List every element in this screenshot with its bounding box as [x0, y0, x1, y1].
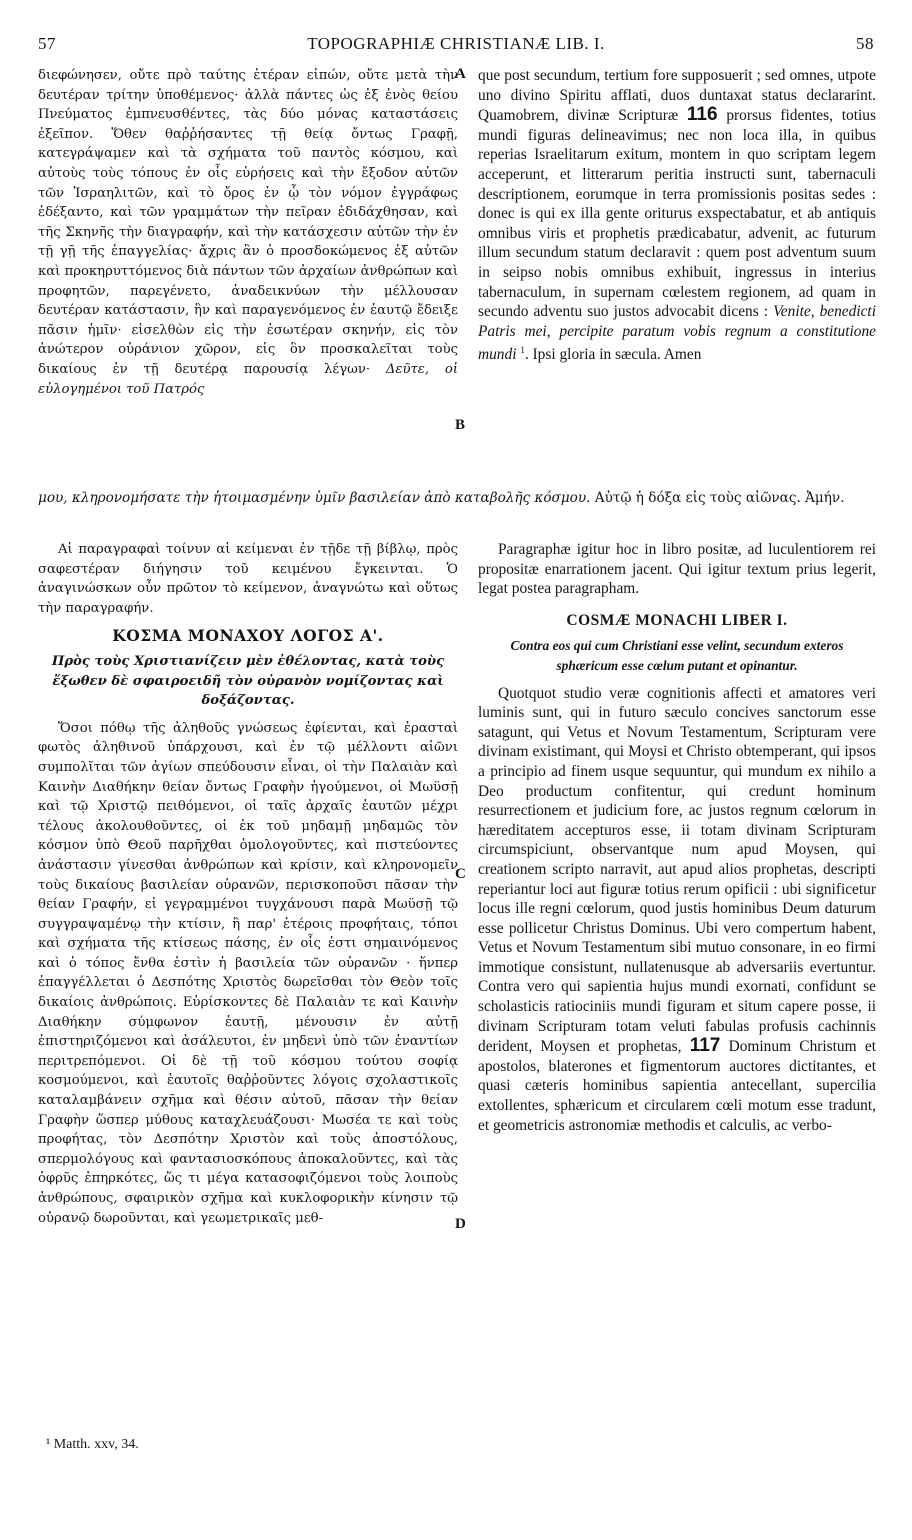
- greek-spanning-line: [38, 490, 876, 506]
- greek-heading: ΚΟΣΜΑ ΜΟΝΑΧΟΥ ΛΟΓΟΣ Α'.: [112, 626, 384, 646]
- running-header: [38, 34, 874, 60]
- column-number-117: 117: [689, 1035, 721, 1057]
- greek-paragraph-1: [38, 66, 458, 399]
- left-page-number: 57: [38, 34, 56, 53]
- greek-paragraph-1-italic: Δεῦτε, οἱ εὐλογημένοι τοῦ Πατρός: [38, 361, 458, 397]
- margin-letter-c: C: [455, 866, 466, 882]
- margin-letter-d: D: [455, 1216, 466, 1232]
- column-number-116: 116: [686, 104, 718, 126]
- latin-paragraph-3-text-a: Quotquot studio veræ cognitionis affecti et amatores veri luminis sunt, qui in futuro sæculo concives sanctorum esse satagunt, qui Vetus et Novum Testamentum, Scripturam vere divinam existimant, qui Moysi et Christo obtemperant, qui ipsos a principio ad finem usque sequuntur, qui mundum ex nihilo a Deo productum confitentur, qui credunt hominum resurrectionem et judicium fore, ac justos regnum cœlorum in hæreditatem accepturos esse, ii totam divinam Scripturam circumspiciunt, observantque num apud Moysen, qui creationem scripto narravit, aut apud alios prophetas, descripti reperiantur loci aut figuræ totius rerum opificii : ubi significetur locus ille regni cœlorum, quod justis hominibus Deum daturum esse pollicetur Christus Dominus. Ubi vero compertum habent, Vetus et Novum Testamentum sibi mutuo consonare, in eo firmi immotique consistunt, nullatenusque ab adversariis evertuntur. Contra vero qui sapientia hujus mundi exornati, confidunt se scholasticis ratiociniis mundi figuram et situm capere posse, ii divinam Scripturam totam veluti fabulas profusis cachinnis derident, Moysen et prophetas,: [478, 684, 876, 1056]
- margin-letter-b: B: [455, 417, 466, 433]
- greek-column-lower: [38, 540, 458, 1430]
- latin-paragraph-3-text-b: Dominum Christum et apostolos, blaterones et figmentorum auctores dictitantes, et quasi cæteris hominibus sapientia antecellant, supercilia extollentes, sphæricum et circularem cœli motum esse tradunt, et geometricis astronomiæ methodis et calculis, ac verbo-: [478, 1038, 876, 1134]
- footnote-ref-1: 1: [520, 345, 525, 356]
- greek-paragraph-2: Αἱ παραγραφαὶ τοίνυν αἱ κείμεναι ἐν τῇδε τῇ βίβλῳ, πρὸς σαφεστέραν διήγησιν τοῦ κειμένου ἔγκεινται. Ὁ ἀναγινώσκων οὖν πρῶτον τὸ κείμενον, ἀναγνώτω καὶ οὕτως τὴν παραγραφήν.: [38, 542, 458, 616]
- latin-paragraph-3: [478, 684, 876, 1136]
- greek-subtitle: Πρὸς τοὺς Χριστιανίζειν μὲν ἐθέλοντας, κατὰ τοὺς ἔξωθεν δὲ σφαιροειδῆ τὸν οὐρανὸν νομίζοντας καὶ δοξάζοντας.: [51, 653, 445, 709]
- greek-column-upper: [38, 66, 458, 490]
- latin-paragraph-1-text-b: prorsus fidentes, totius mundi figuras delineavimus; nec non loca illa, in quibus reperias Israelitarum exitum, montem in quo scriptam legem acceperunt, et litterarum peritia instructi sunt, tabernaculi descriptionem, eorumque in terra promissionis positas sedes : donec is qui ex illa gente oriturus exspectabatur, et ab antiquis omnibus viris et prophetis prædicabatur, advenit, ac futurum illum secundum statum declaravit : quem post adventum suum in seipso nobis omnibus exhibuit, ingressus in interius tabernaculum, in supernam cœlestem regionem, ad quam in secundo adventu suo justos advocabit dicens :: [478, 107, 876, 321]
- latin-paragraph-2: Paragraphæ igitur hoc in libro positæ, ad luculentiorem rei propositæ enarrationem jacent. Qui igitur textum prius legerit, legat postea paragrapham.: [478, 541, 876, 598]
- latin-paragraph-1-text-a: que post secundum, tertium fore supposuerit ; sed omnes, utpote uno divino Spiritu afflati, duos duntaxat status declararint. Quamobrem, divinæ Scripturæ: [478, 67, 876, 125]
- latin-subtitle: Contra eos qui cum Christiani esse velint, secundum exteros sphæricum esse cœlum putant et opinantur.: [510, 638, 844, 673]
- greek-paragraph-3: Ὅσοι πόθῳ τῆς ἀληθοῦς γνώσεως ἐφίενται, καὶ ἐρασταὶ φωτὸς ἀληθινοῦ ὑπάρχουσι, καὶ ἐν τῷ μέλλοντι αἰῶνι συμπολῖται τῶν ἁγίων σπεύδουσιν εἶναι, οἱ τὴν Παλαιὰν καὶ Καινὴν Διαθήκην θείαν ὄντως Γραφὴν ἡγούμενοι, οἱ Μωϋσῇ καὶ τῷ Χριστῷ πειθόμενοι, οἱ ταῖς ἀρχαῖς ἑαυτῶν μέχρι τέλους ἀκολουθοῦντες, οἱ ἐκ τοῦ μηδαμῇ μηδαμῶς τὸν κόσμον ὑπὸ Θεοῦ παρῆχθαι ὁμολογοῦντες, καὶ πιστεύοντες ἀνάστασιν γίνεσθαι ἀνθρώπων καὶ κρίσιν, καὶ κληρονομεῖν τοὺς δικαίους βασιλείαν οὐρανῶν, περισκοποῦσι πᾶσαν τὴν θείαν Γραφήν, εἰ γεγραμμένοι τυγχάνουσι παρὰ Μωϋσῇ τῷ συγγραψαμένῳ τὴν κτίσιν, ἢ παρ' ἑτέροις προφήταις, τόποι καὶ σχήματα τῆς κτίσεως πάσης, ἐν οἷς ἐστι σημαινόμενος καὶ ὁ τόπος ἔνθα ἐστὶν ἡ βασιλεία τῶν οὐρανῶν · ἥνπερ ἐπαγγέλλεται ὁ Δεσπότης Χριστὸς δωρεῖσθαι τὸν Θεὸν τοῖς δικαίοις ἀνθρώποις. Εὑρίσκοντες δὲ Παλαιὰν τε καὶ Καινὴν Διαθήκην σύμφωνον ἑαυτῇ, μένουσιν ἐν αὐτῇ ἐπιστηριζόμενοι καὶ ἀσάλευτοι, ἐν μηδενὶ ὑπὸ τῶν ἐναντίων περιτρεπόμενοι. Οἱ δὲ τῇ τοῦ κόσμου τούτου σοφίᾳ κοσμούμενοι, καὶ ἑαυτοῖς θαῤῥοῦντες λόγοις σχολαστικοῖς καταλαμβάνειν σχῆμα καὶ θέσιν αὐτοῦ, πᾶσαν τὴν θείαν Γραφὴν ὥσπερ μύθους καταχλευάζουσι· Μωσέα τε καὶ τοὺς προφήτας, τὸν Δεσπότην Χριστὸν καὶ τοὺς ἀποστόλους, σπερμολόγους καὶ φαντασιοσκόπους ἀποκαλοῦντες, καὶ τὰς ὀφρῦς ἐπηρκότες, ὥς τι μέγα κατασοφιζόμενοι τοὺς λοιποὺς ἀνθρώπους, σφαιρικὸν σχῆμα καὶ κυκλοφορικὴν κίνησιν τῷ οὐρανῷ δωροῦνται, καὶ γεωμετρικαῖς μεθ-: [38, 720, 458, 1226]
- greek-span-tail: Αὐτῷ ἡ δόξα εἰς τοὺς αἰῶνας. Ἀμήν.: [594, 490, 845, 506]
- latin-column-upper: [478, 66, 876, 490]
- margin-letter-a: A: [455, 66, 466, 82]
- footnote: ¹ Matth. xxv, 34.: [46, 1437, 139, 1452]
- latin-paragraph-1-tail: . Ipsi gloria in sæcula. Amen: [524, 346, 702, 364]
- latin-heading: COSMÆ MONACHI LIBER I.: [566, 611, 788, 629]
- latin-column-lower: [478, 540, 876, 1430]
- latin-paragraph-1-italic: Venite, benedicti Patris mei, percipite paratum vobis regnum a constitutione mundi: [478, 303, 876, 364]
- greek-paragraph-1-text: διεφώνησεν, οὔτε πρὸ ταύτης ἑτέραν εἰπών, οὔτε μετὰ τὴν δευτέραν τρίτην ὑποθέμενος· ἀλλὰ πάντες ὡς ἐξ ἑνὸς θείου Πνεύματος ἐμπνευσθέντες, τὰς δύο μόνας καταστάσεις ἐξεῖπον. Ὅθεν θαῤῥήσαντες τῇ θείᾳ ὄντως Γραφῇ, κατεγράψαμεν καὶ τὰ σχήματα τοῦ παντὸς κόσμου, καὶ αὐτοὺς τοὺς τόπους ἐν οἷς εὑρήσεις καὶ τὴν ἔξοδον αὐτῶν τῶν Ἰσραηλιτῶν, καὶ τὸ ὄρος ἐν ᾧ τὸν νόμον ἐγγράφως ἐδέξαντο, καὶ τῶν γραμμάτων τὴν πεῖραν ἐδιδάχθησαν, καὶ τῆς Σκηνῆς τὴν διαγραφήν, καὶ τὴν κατάσχεσιν αὐτῶν τὴν ἐν τῇ γῇ τῆς ἐπαγγελίας· ἄχρις ἂν ὁ προσδοκώμενος ἐξ αὐτῶν καὶ προκηρυττόμενος διὰ πάντων τῶν ἀρχαίων ἀνθρώπων καὶ προφητῶν, παρεγένετο, ἀναδεικνύων τὴν μέλλουσαν δευτέραν κατάστασιν, ἣν καὶ παραγενόμενος ἐν ἑαυτῷ ἔδειξε πᾶσιν ἡμῖν· εἰσελθὼν εἰς τὴν ἐσωτέραν σκηνήν, εἰς τὸν ἀνώτερον οὐράνιον χῶρον, εἰς ὃν προσκαλεῖται τοὺς δικαίους ἐν τῇ δευτέρᾳ παρουσίᾳ λέγων·: [38, 68, 458, 377]
- running-title: TOPOGRAPHIÆ CHRISTIANÆ LIB. I.: [307, 34, 605, 53]
- greek-span-italic: μου, κληρονομήσατε τὴν ἡτοιμασμένην ὑμῖν βασιλείαν ἀπὸ καταβολῆς κόσμου.: [38, 490, 591, 506]
- latin-paragraph-1: [478, 66, 876, 365]
- right-page-number: 58: [856, 34, 874, 53]
